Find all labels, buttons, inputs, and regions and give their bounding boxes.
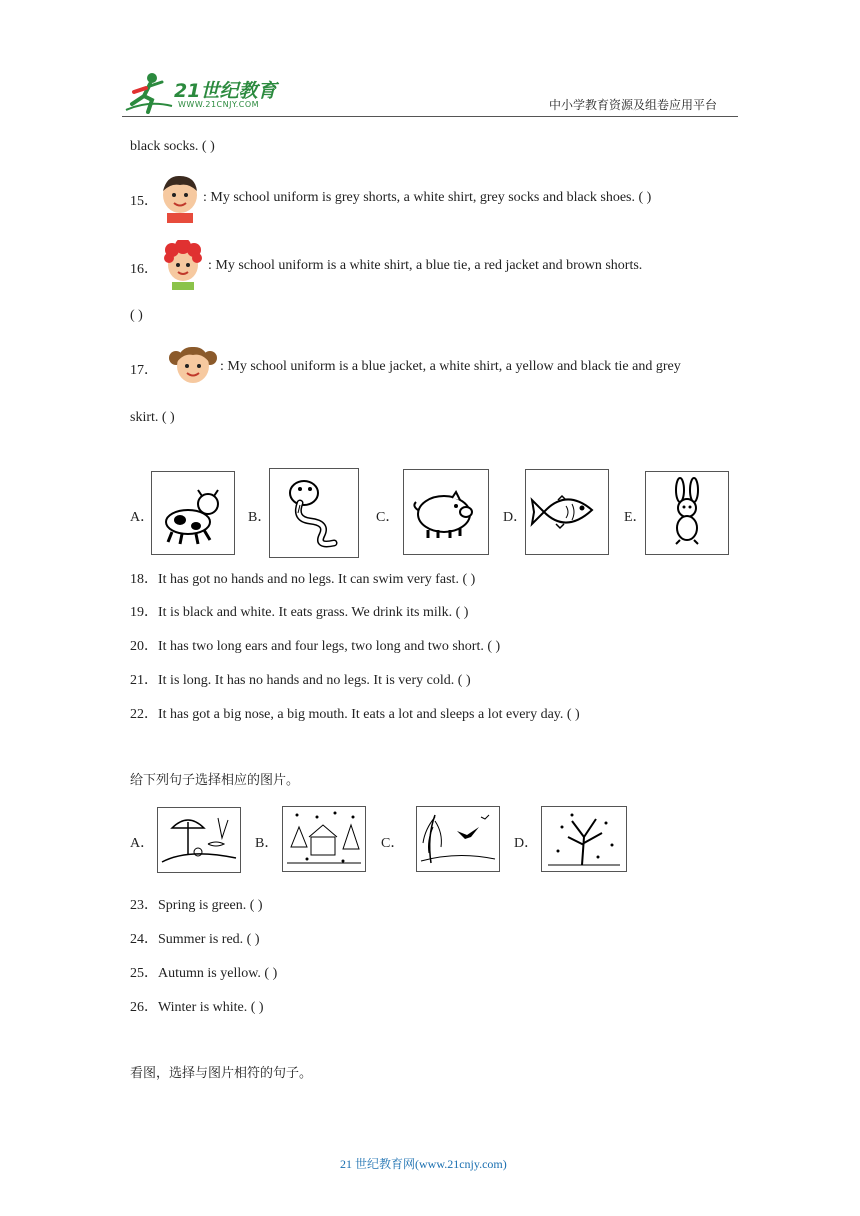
animal-option-e-label: E． [624,510,647,525]
summer-beach-icon [157,807,241,873]
animal-option-d-label: D． [503,510,528,525]
logo-url: WWW.21CNJY.COM [178,100,260,109]
season-option-c-label: C． [381,836,405,851]
cow-icon [151,471,235,555]
logo-text: 21世纪教育 [174,80,277,102]
question-24: 24．Summer is red. ( ) [130,932,260,947]
winter-house-icon [282,806,366,872]
snake-icon [269,468,359,558]
animal-option-a-label: A． [130,510,155,525]
question-20: 20．It has two long ears and four legs, two long and two short. ( ) [130,639,501,654]
question-16-number: 16． [130,262,158,277]
question-14-tail: black socks. ( ) [130,139,215,154]
question-23: 23．Spring is green. ( ) [130,898,263,913]
season-option-a-label: A． [130,836,155,851]
runner-icon [122,70,174,114]
question-26: 26．Winter is white. ( ) [130,1000,264,1015]
animal-option-c-label: C． [376,510,400,525]
autumn-tree-icon [541,806,627,872]
season-section-title: 给下列句子选择相应的图片。 [130,773,300,788]
curly-hair-kid-icon [160,240,206,290]
spring-swallow-icon [416,806,500,872]
question-25: 25．Autumn is yellow. ( ) [130,966,278,981]
girl-avatar-icon [168,342,218,392]
question-18: 18．It has got no hands and no legs. It can swim very fast. ( ) [130,572,476,587]
question-15-text: : My school uniform is grey shorts, a white shirt, grey socks and black shoes. ( ) [203,190,652,205]
question-17-number: 17． [130,363,158,378]
next-section-title: 看图，选择与图片相符的句子。 [130,1066,313,1081]
question-19: 19．It is black and white. It eats grass. We drink its milk. ( ) [130,605,469,620]
footer-link[interactable]: 21 世纪教育网(www.21cnjy.com) [340,1157,507,1171]
header-divider [122,116,738,117]
rabbit-icon [645,471,729,555]
season-option-d-label: D． [514,836,539,851]
season-option-b-label: B． [255,836,279,851]
animal-option-b-label: B． [248,510,272,525]
site-logo [122,70,292,116]
question-17-tail: skirt. ( ) [130,410,175,425]
question-16-text: : My school uniform is a white shirt, a blue tie, a red jacket and brown shorts. [208,258,643,273]
question-21: 21．It is long. It has no hands and no legs. It is very cold. ( ) [130,673,471,688]
question-17-text: : My school uniform is a blue jacket, a white shirt, a yellow and black tie and grey [220,359,681,374]
question-22: 22．It has got a big nose, a big mouth. It eats a lot and sleeps a lot every day. ( ) [130,707,580,722]
question-16-tail: ( ) [130,308,143,323]
pig-icon [403,469,489,555]
fish-icon [525,469,609,555]
header-tagline: 中小学教育资源及组卷应用平台 [549,98,718,112]
question-15-number: 15． [130,194,158,209]
boy-avatar-icon [157,173,203,223]
